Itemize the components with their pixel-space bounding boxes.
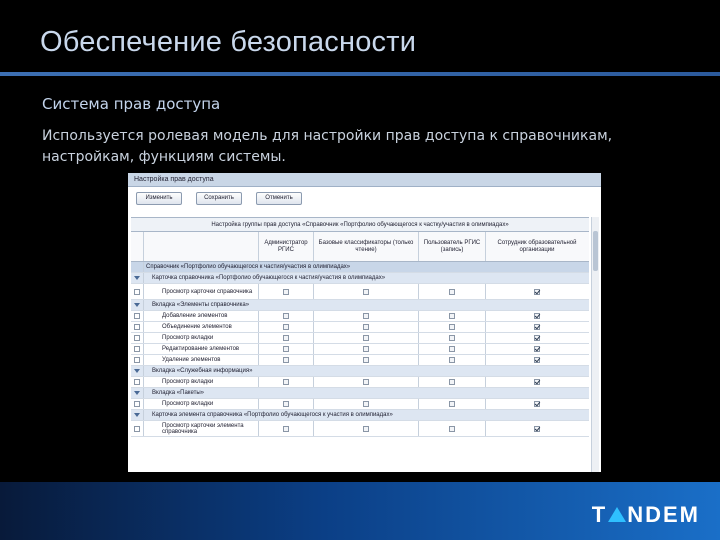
row-select-checkbox[interactable] bbox=[134, 324, 140, 330]
permission-cell bbox=[419, 399, 486, 409]
permission-checkbox[interactable] bbox=[449, 324, 455, 330]
row-select-cell bbox=[131, 344, 144, 354]
rights-grid bbox=[131, 217, 589, 437]
permission-checkbox[interactable] bbox=[283, 313, 289, 319]
scrollbar-thumb[interactable] bbox=[593, 231, 598, 271]
permission-cell bbox=[419, 333, 486, 343]
permission-checkbox[interactable] bbox=[363, 313, 369, 319]
permission-checkbox[interactable] bbox=[534, 379, 540, 385]
permission-checkbox[interactable] bbox=[363, 335, 369, 341]
permission-cell bbox=[486, 284, 588, 299]
permission-cell bbox=[314, 284, 419, 299]
permission-checkbox[interactable] bbox=[449, 289, 455, 295]
expand-arrow-icon[interactable] bbox=[134, 303, 140, 307]
permission-checkbox[interactable] bbox=[283, 379, 289, 385]
expand-arrow-icon[interactable] bbox=[134, 391, 140, 395]
row-label: Редактирование элементов bbox=[144, 344, 259, 354]
row-expand-cell bbox=[131, 262, 144, 272]
permission-checkbox[interactable] bbox=[363, 346, 369, 352]
permission-cell bbox=[419, 344, 486, 354]
permission-cell bbox=[314, 311, 419, 321]
table-row bbox=[131, 377, 589, 388]
permission-cell bbox=[314, 333, 419, 343]
row-label: Просмотр карточки элемента справочника bbox=[144, 421, 259, 436]
section-label: Вкладка «Пакеты» bbox=[152, 390, 205, 396]
table-row bbox=[131, 284, 589, 300]
permission-checkbox[interactable] bbox=[449, 357, 455, 363]
permission-checkbox[interactable] bbox=[534, 289, 540, 295]
permission-cell bbox=[486, 377, 588, 387]
section-label: Карточка элемента справочника «Портфолио обучающегося к участия в олимпиадах» bbox=[152, 412, 393, 418]
permission-checkbox[interactable] bbox=[449, 313, 455, 319]
permission-cell bbox=[486, 421, 588, 436]
permission-checkbox[interactable] bbox=[363, 426, 369, 432]
row-select-cell bbox=[131, 322, 144, 332]
permission-cell bbox=[419, 355, 486, 365]
permission-cell bbox=[419, 322, 486, 332]
permission-cell bbox=[259, 333, 314, 343]
grid-scrollbar[interactable] bbox=[591, 217, 599, 472]
permission-cell bbox=[314, 377, 419, 387]
permission-checkbox[interactable] bbox=[449, 426, 455, 432]
section-label: Карточка справочника «Портфолио обучающегося к частия/участия в олимпиадах» bbox=[152, 275, 386, 281]
table-row bbox=[131, 410, 589, 421]
row-select-checkbox[interactable] bbox=[134, 401, 140, 407]
slide-subtitle: Система прав доступа bbox=[42, 95, 221, 113]
row-select-checkbox[interactable] bbox=[134, 346, 140, 352]
permission-checkbox[interactable] bbox=[534, 357, 540, 363]
permission-checkbox[interactable] bbox=[534, 426, 540, 432]
slide-title: Обеспечение безопасности bbox=[40, 26, 417, 58]
permission-checkbox[interactable] bbox=[363, 357, 369, 363]
permission-cell bbox=[419, 284, 486, 299]
access-rights-screenshot bbox=[128, 173, 601, 472]
row-label: Добавление элементов bbox=[144, 311, 259, 321]
expand-arrow-icon[interactable] bbox=[134, 413, 140, 417]
column-header-user: Пользователь РГИС (запись) bbox=[419, 232, 486, 261]
permission-cell bbox=[486, 311, 588, 321]
save-button[interactable]: Сохранить bbox=[196, 192, 242, 205]
column-header-employee: Сотрудник образовательной организации bbox=[497, 239, 577, 253]
row-select-cell bbox=[131, 311, 144, 321]
permission-cell bbox=[419, 421, 486, 436]
permission-cell bbox=[314, 421, 419, 436]
permission-checkbox[interactable] bbox=[363, 401, 369, 407]
row-expand-cell bbox=[131, 366, 144, 376]
permission-checkbox[interactable] bbox=[283, 357, 289, 363]
section-label: Вкладка «Элементы справочника» bbox=[152, 302, 250, 308]
table-row bbox=[131, 366, 589, 377]
row-select-checkbox[interactable] bbox=[134, 289, 140, 295]
permission-cell bbox=[486, 344, 588, 354]
row-label: Просмотр вкладки bbox=[144, 377, 259, 387]
permission-checkbox[interactable] bbox=[283, 335, 289, 341]
permission-cell bbox=[259, 284, 314, 299]
grid-header bbox=[131, 232, 589, 262]
title-rule bbox=[0, 72, 720, 76]
permission-cell bbox=[419, 311, 486, 321]
row-label: Просмотр карточки справочника bbox=[144, 284, 259, 299]
permission-cell bbox=[259, 421, 314, 436]
table-row bbox=[131, 421, 589, 437]
row-select-checkbox[interactable] bbox=[134, 357, 140, 363]
permission-checkbox[interactable] bbox=[363, 379, 369, 385]
row-label: Удаление элементов bbox=[144, 355, 259, 365]
logo-text-start: T bbox=[591, 502, 608, 527]
permission-checkbox[interactable] bbox=[534, 335, 540, 341]
row-select-checkbox[interactable] bbox=[134, 426, 140, 432]
row-select-cell bbox=[131, 421, 144, 436]
permission-cell bbox=[486, 333, 588, 343]
expand-arrow-icon[interactable] bbox=[134, 369, 140, 373]
cancel-button[interactable]: Отменить bbox=[256, 192, 302, 205]
permission-checkbox[interactable] bbox=[449, 401, 455, 407]
column-header-admin: Администратор РГИС bbox=[259, 232, 314, 261]
permission-checkbox[interactable] bbox=[534, 324, 540, 330]
row-select-checkbox[interactable] bbox=[134, 379, 140, 385]
permission-checkbox[interactable] bbox=[283, 426, 289, 432]
permission-checkbox[interactable] bbox=[534, 401, 540, 407]
permission-checkbox[interactable] bbox=[534, 313, 540, 319]
permission-checkbox[interactable] bbox=[283, 289, 289, 295]
logo-triangle-icon bbox=[608, 507, 626, 522]
row-select-cell bbox=[131, 377, 144, 387]
table-row bbox=[131, 300, 589, 311]
permission-cell bbox=[314, 322, 419, 332]
permission-cell bbox=[259, 355, 314, 365]
slide-body: Используется ролевая модель для настройки прав доступа к справочникам, настройкам, функциям системы. bbox=[42, 128, 613, 165]
permission-cell bbox=[314, 344, 419, 354]
table-row bbox=[131, 273, 589, 284]
column-header-readonly: Базовые классификаторы (только чтение) bbox=[314, 232, 419, 261]
permission-cell bbox=[259, 311, 314, 321]
permission-checkbox[interactable] bbox=[283, 346, 289, 352]
table-row bbox=[131, 322, 589, 333]
grid-title: Настройка группы прав доступа «Справочник «Портфолио обучающегося к частку/участия в олимпиадах» bbox=[131, 218, 589, 232]
permission-cell bbox=[314, 355, 419, 365]
group-label: Справочник «Портфолио обучающегося к частия/участия в олимпиадах» bbox=[146, 264, 351, 270]
row-expand-cell bbox=[131, 300, 144, 310]
permission-checkbox[interactable] bbox=[534, 346, 540, 352]
permission-cell bbox=[486, 399, 588, 409]
permission-cell bbox=[259, 399, 314, 409]
table-row bbox=[131, 333, 589, 344]
permission-checkbox[interactable] bbox=[449, 346, 455, 352]
table-row bbox=[131, 355, 589, 366]
row-expand-cell bbox=[131, 273, 144, 283]
table-row bbox=[131, 344, 589, 355]
permission-cell bbox=[314, 399, 419, 409]
tandem-logo bbox=[592, 502, 700, 528]
screenshot-toolbar bbox=[128, 187, 601, 209]
permission-checkbox[interactable] bbox=[449, 379, 455, 385]
row-select-cell bbox=[131, 284, 144, 299]
permission-cell bbox=[486, 355, 588, 365]
logo-text-end: NDEM bbox=[627, 502, 700, 527]
grid-body bbox=[131, 262, 589, 437]
edit-button[interactable]: Изменить bbox=[136, 192, 182, 205]
permission-cell bbox=[259, 344, 314, 354]
permission-cell bbox=[486, 322, 588, 332]
screenshot-header: Настройка прав доступа bbox=[128, 173, 601, 187]
table-row bbox=[131, 399, 589, 410]
row-expand-cell bbox=[131, 410, 144, 420]
row-expand-cell bbox=[131, 388, 144, 398]
header-expand-cell bbox=[131, 232, 144, 261]
row-select-checkbox[interactable] bbox=[134, 335, 140, 341]
row-select-cell bbox=[131, 355, 144, 365]
permission-cell bbox=[419, 377, 486, 387]
permission-checkbox[interactable] bbox=[283, 401, 289, 407]
row-label: Объединение элементов bbox=[144, 322, 259, 332]
table-row bbox=[131, 388, 589, 399]
row-label: Просмотр вкладки bbox=[144, 399, 259, 409]
header-name-cell bbox=[144, 232, 259, 261]
row-label: Просмотр вкладки bbox=[144, 333, 259, 343]
permission-cell bbox=[259, 322, 314, 332]
permission-cell bbox=[259, 377, 314, 387]
table-row bbox=[131, 262, 589, 273]
permission-checkbox[interactable] bbox=[363, 324, 369, 330]
row-select-checkbox[interactable] bbox=[134, 313, 140, 319]
table-row bbox=[131, 311, 589, 322]
permission-checkbox[interactable] bbox=[363, 289, 369, 295]
section-label: Вкладка «Служебная информация» bbox=[152, 368, 253, 374]
permission-checkbox[interactable] bbox=[449, 335, 455, 341]
row-select-cell bbox=[131, 399, 144, 409]
row-select-cell bbox=[131, 333, 144, 343]
expand-arrow-icon[interactable] bbox=[134, 276, 140, 280]
permission-checkbox[interactable] bbox=[283, 324, 289, 330]
